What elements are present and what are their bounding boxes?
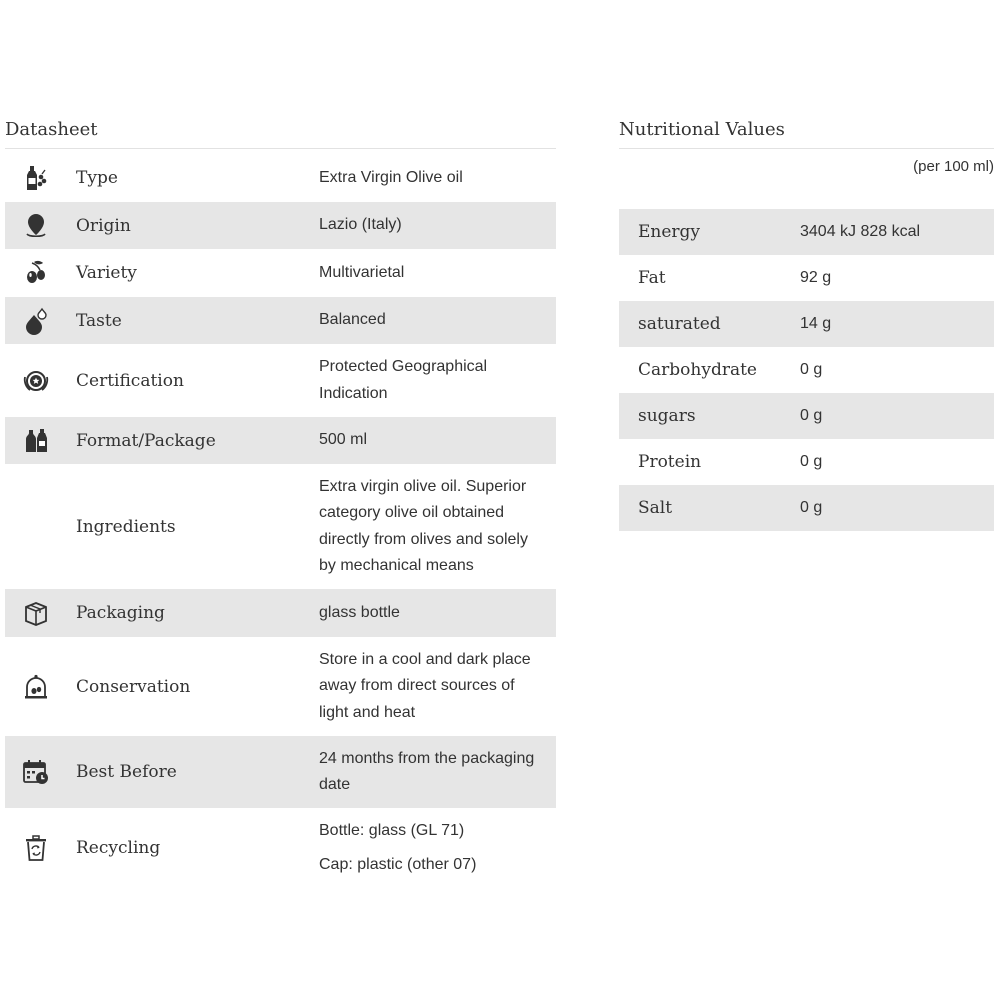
nutrition-label: Energy: [638, 222, 701, 242]
nutrition-row: [619, 347, 994, 393]
datasheet-label: Origin: [76, 215, 131, 236]
datasheet-value: Extra virgin olive oil. Superior category olive oil obtained directly from olives and solely by mechanical means: [319, 477, 528, 574]
nutrition-value: 0 g: [800, 499, 823, 516]
location-pin-icon: [5, 212, 76, 240]
nutrition-row: [619, 255, 994, 301]
datasheet-panel: [5, 112, 556, 888]
datasheet-value-secondary: Cap: plastic (other 07): [319, 855, 477, 873]
datasheet-value-group: [319, 811, 556, 885]
datasheet-row-ingredients: [5, 464, 556, 589]
cloche-olives-icon: [5, 673, 76, 701]
datasheet-table: [5, 154, 556, 888]
nutrition-value: 3404 kJ 828 kcal: [800, 223, 921, 240]
datasheet-value: Extra Virgin Olive oil: [319, 168, 463, 186]
nutrition-label: Carbohydrate: [638, 360, 757, 380]
datasheet-row-conservation: [5, 637, 556, 736]
oil-drop-icon: [5, 307, 76, 335]
datasheet-row-certification: [5, 344, 556, 417]
datasheet-value: 24 months from the packaging date: [319, 749, 535, 793]
certification-seal-icon: [5, 367, 76, 395]
datasheet-value: Balanced: [319, 311, 386, 329]
box-package-icon: [5, 599, 76, 627]
datasheet-label: Conservation: [76, 676, 191, 697]
bottles-icon: [5, 427, 76, 455]
datasheet-row-taste: [5, 297, 556, 344]
bottle-olives-icon: [5, 164, 76, 192]
datasheet-value: Lazio (Italy): [319, 216, 402, 234]
nutrition-label: Fat: [638, 268, 666, 288]
calendar-clock-icon: [5, 758, 76, 786]
nutrition-value: 0 g: [800, 453, 823, 470]
nutrition-value: 0 g: [800, 407, 823, 424]
nutrition-value: 92 g: [800, 269, 832, 286]
nutrition-row: [619, 439, 994, 485]
nutrition-label: sugars: [638, 406, 696, 426]
datasheet-row-origin: [5, 202, 556, 249]
datasheet-value: Multivarietal: [319, 263, 405, 281]
nutrition-value: 14 g: [800, 315, 832, 332]
datasheet-row-best-before: [5, 736, 556, 808]
nutrition-panel: [619, 112, 994, 531]
datasheet-label: Certification: [76, 370, 184, 391]
nutrition-label: Salt: [638, 498, 673, 518]
olives-icon: [5, 259, 76, 287]
nutrition-row: [619, 485, 994, 531]
datasheet-value: Store in a cool and dark place away from direct sources of light and heat: [319, 650, 531, 721]
datasheet-label: Best Before: [76, 762, 177, 782]
nutrition-row: [619, 393, 994, 439]
datasheet-label: Recycling: [76, 838, 161, 858]
datasheet-row-format: [5, 417, 556, 464]
datasheet-row-packaging: [5, 589, 556, 637]
datasheet-label: Packaging: [76, 603, 165, 623]
datasheet-value: 500 ml: [319, 431, 368, 449]
datasheet-row-recycling: [5, 808, 556, 888]
nutrition-label: saturated: [638, 314, 721, 334]
nutrition-value: 0 g: [800, 361, 823, 378]
datasheet-label: Ingredients: [76, 516, 176, 537]
datasheet-label: Type: [76, 168, 118, 188]
per-unit-note: (per 100 ml): [913, 158, 994, 175]
datasheet-label: Taste: [76, 310, 122, 331]
recycle-bin-icon: [5, 834, 76, 862]
datasheet-value: Protected Geographical Indication: [319, 358, 488, 402]
datasheet-value: Bottle: glass (GL 71): [319, 822, 465, 839]
datasheet-label: Variety: [76, 263, 137, 283]
datasheet-label: Format/Package: [76, 430, 216, 451]
datasheet-row-variety: [5, 249, 556, 297]
nutrition-row: [619, 209, 994, 255]
nutrition-row: [619, 301, 994, 347]
datasheet-value: glass bottle: [319, 603, 400, 621]
datasheet-row-type: [5, 154, 556, 202]
nutrition-label: Protein: [638, 452, 702, 472]
nutrition-title: Nutritional Values: [619, 112, 994, 149]
datasheet-title: Datasheet: [5, 112, 556, 149]
nutrition-table: [619, 209, 994, 531]
